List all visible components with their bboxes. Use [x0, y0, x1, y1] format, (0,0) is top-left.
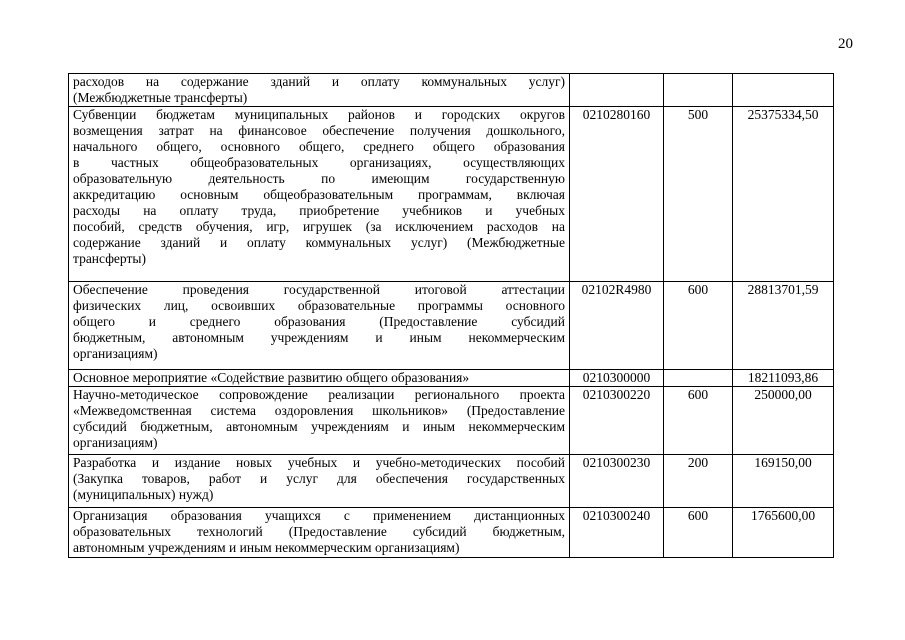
expense-name-cell	[69, 282, 570, 370]
expense-name-line: расходы на оплату труда, приобретение учебников и учебных	[73, 203, 565, 218]
amount-cell: 25375334,50	[733, 107, 834, 282]
expense-name-line: организациям)	[73, 435, 158, 450]
expense-name-line: пособий, средств обучения, игр, игрушек (за исключением расходов на	[73, 219, 565, 234]
budget-table	[68, 73, 834, 558]
amount-cell: 1765600,00	[733, 508, 834, 558]
target-article-code-cell: 0210300230	[570, 455, 664, 508]
expense-name-cell	[69, 455, 570, 508]
expense-name-line: аккредитацию основным общеобразовательным программам, включая	[73, 187, 565, 202]
page-number: 20	[838, 36, 853, 52]
target-article-code-cell: 0210300240	[570, 508, 664, 558]
expense-name-line: Обеспечение проведения государственной итоговой аттестации	[73, 282, 565, 297]
expense-type-code-cell	[664, 74, 733, 107]
expense-name-line: субсидий бюджетным, автономным учреждениям и иным некоммерческим	[73, 419, 565, 434]
target-article-code-cell: 0210300220	[570, 387, 664, 455]
expense-name-line: физических лиц, освоивших образовательные программы основного	[73, 298, 565, 313]
expense-name-cell	[69, 74, 570, 107]
expense-type-code-cell: 600	[664, 387, 733, 455]
expense-name-line: содержание зданий и оплату коммунальных услуг) (Межбюджетные	[73, 235, 565, 250]
expense-name-line: образовательных технологий (Предоставление субсидий бюджетным,	[73, 524, 565, 539]
amount-cell	[733, 74, 834, 107]
target-article-code-cell: 0210300000	[570, 370, 664, 387]
expense-name-line: возмещения затрат на финансовое обеспечение получения дошкольного,	[73, 123, 565, 138]
expense-type-code-cell: 500	[664, 107, 733, 282]
expense-type-code-cell: 200	[664, 455, 733, 508]
table-row	[69, 508, 834, 558]
table-row	[69, 370, 834, 387]
expense-name-line: Научно-методическое сопровождение реализации регионального проекта	[73, 387, 565, 402]
expense-name-line: трансферты)	[73, 251, 146, 266]
expense-name-line: расходов на содержание зданий и оплату коммунальных услуг)	[73, 74, 565, 89]
expense-name-line: организациям)	[73, 346, 158, 361]
amount-cell: 28813701,59	[733, 282, 834, 370]
amount-cell: 169150,00	[733, 455, 834, 508]
expense-name-cell	[69, 387, 570, 455]
expense-name-line: бюджетным, автономным учреждениям и иным некоммерческим	[73, 330, 565, 345]
expense-name-line: общего и среднего образования (Предоставление субсидий	[73, 314, 565, 329]
expense-name-cell	[69, 370, 570, 387]
expense-name-line: (муниципальных) нужд)	[73, 487, 214, 502]
expense-name-line: (Межбюджетные трансферты)	[73, 90, 248, 105]
expense-name-line: начального общего, основного общего, среднего общего образования	[73, 139, 565, 154]
expense-name-line: Основное мероприятие «Содействие развитию общего образования»	[73, 370, 470, 385]
expense-name-line: образовательную деятельность по имеющим государственную	[73, 171, 565, 186]
expense-name-line: автономным учреждениям и иным некоммерческим организациям)	[73, 540, 460, 555]
table-row	[69, 74, 834, 107]
expense-name-line: Субвенции бюджетам муниципальных районов и городских округов	[73, 107, 565, 122]
target-article-code-cell: 0210280160	[570, 107, 664, 282]
expense-name-line: Разработка и издание новых учебных и учебно-методических пособий	[73, 455, 565, 470]
expense-type-code-cell: 600	[664, 508, 733, 558]
amount-cell: 18211093,86	[733, 370, 834, 387]
expense-type-code-cell: 600	[664, 282, 733, 370]
expense-name-line: Организация образования учащихся с применением дистанционных	[73, 508, 565, 523]
expense-name-cell	[69, 107, 570, 282]
amount-cell: 250000,00	[733, 387, 834, 455]
table-row	[69, 387, 834, 455]
expense-name-line: «Межведомственная система оздоровления школьников» (Предоставление	[73, 403, 565, 418]
target-article-code-cell: 02102R4980	[570, 282, 664, 370]
expense-name-cell	[69, 508, 570, 558]
table-row	[69, 455, 834, 508]
expense-name-line: в частных общеобразовательных организациях, осуществляющих	[73, 155, 565, 170]
budget-table-body	[69, 74, 834, 558]
table-row	[69, 107, 834, 282]
table-row	[69, 282, 834, 370]
expense-name-line: (Закупка товаров, работ и услуг для обеспечения государственных	[73, 471, 565, 486]
target-article-code-cell	[570, 74, 664, 107]
expense-type-code-cell	[664, 370, 733, 387]
